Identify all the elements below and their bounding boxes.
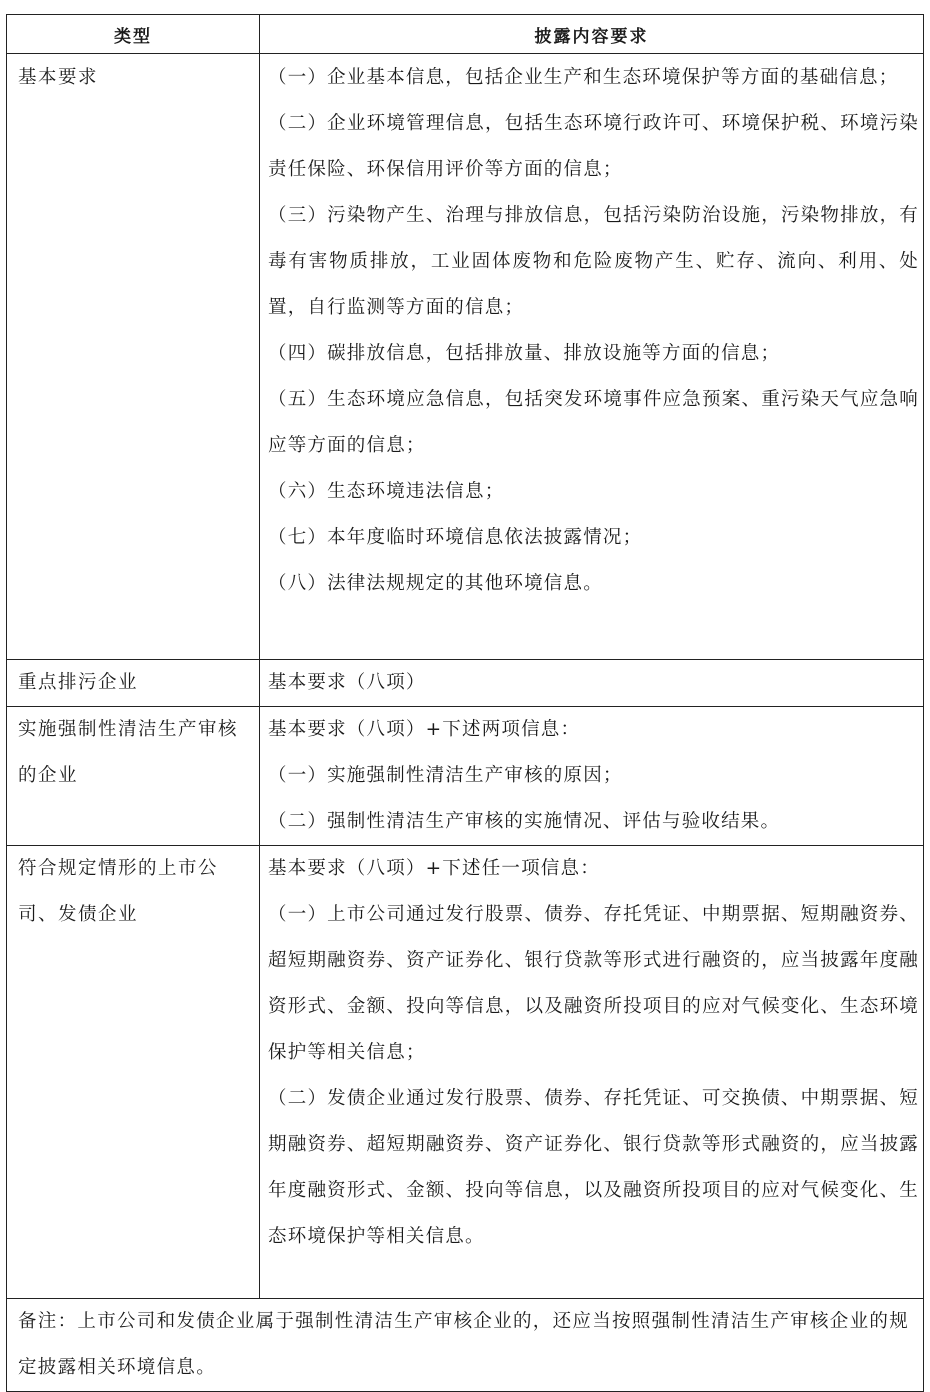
list-item: （七）本年度临时环境信息依法披露情况；	[268, 527, 643, 548]
list-item: （二）发债企业通过发行股票、债券、存托凭证、可交换债、中期票据、短期融资券、超短期融资券、资产证券化、银行贷款等形式融资的，应当披露年度融资形式、金额、投向等信息，以及融资所投项目的应对气候变化、生态环境保护等相关信息。	[268, 1088, 919, 1247]
list-item: （三）污染物产生、治理与排放信息，包括污染防治设施，污染物排放，有毒有害物质排放，工业固体废物和危险废物产生、贮存、流向、利用、处置，自行监测等方面的信息；	[268, 205, 919, 318]
type-label: 重点排污企业	[18, 672, 139, 693]
table-row	[7, 660, 924, 707]
type-cell	[7, 54, 260, 660]
list-item: 基本要求（八项）+下述任一项信息：	[268, 858, 600, 879]
type-cell	[7, 846, 260, 1299]
list-item: （四）碳排放信息，包括排放量、排放设施等方面的信息；	[268, 343, 781, 364]
note-cell	[7, 1299, 924, 1392]
table-row	[7, 54, 924, 660]
type-label: 实施强制性清洁生产审核的企业	[18, 719, 239, 786]
table-row	[7, 846, 924, 1299]
list-item: （一）企业基本信息，包括企业生产和生态环境保护等方面的基础信息；	[268, 67, 899, 88]
header-content: 披露内容要求	[260, 15, 924, 54]
content-cell	[260, 846, 924, 1299]
list-item: （二）企业环境管理信息，包括生态环境行政许可、环境保护税、环境污染责任保险、环保信用评价等方面的信息；	[268, 113, 919, 180]
list-item: （一）上市公司通过发行股票、债券、存托凭证、中期票据、短期融资券、超短期融资券、资产证券化、银行贷款等形式进行融资的，应当披露年度融资形式、金额、投向等信息，以及融资所投项目的应对气候变化、生态环境保护等相关信息；	[268, 904, 919, 1063]
disclosure-requirements-table	[6, 14, 924, 1392]
header-type: 类型	[7, 15, 260, 54]
list-item: （八）法律法规规定的其他环境信息。	[268, 573, 603, 594]
type-cell	[7, 660, 260, 707]
table-header-row	[7, 15, 924, 54]
list-item: （一）实施强制性清洁生产审核的原因；	[268, 765, 623, 786]
list-item: 基本要求（八项）	[268, 672, 426, 693]
type-cell	[7, 707, 260, 846]
list-item: 基本要求（八项）+下述两项信息：	[268, 719, 581, 740]
table-row	[7, 707, 924, 846]
content-cell	[260, 54, 924, 660]
list-item: （二）强制性清洁生产审核的实施情况、评估与验收结果。	[268, 811, 781, 832]
list-item: （五）生态环境应急信息，包括突发环境事件应急预案、重污染天气应急响应等方面的信息；	[268, 389, 919, 456]
table-row	[7, 1299, 924, 1392]
content-cell	[260, 660, 924, 707]
content-cell	[260, 707, 924, 846]
type-label: 基本要求	[18, 67, 99, 88]
note-text: 备注：上市公司和发债企业属于强制性清洁生产审核企业的，还应当按照强制性清洁生产审核企业的规定披露相关环境信息。	[18, 1311, 910, 1378]
type-label: 符合规定情形的上市公司、发债企业	[18, 858, 219, 925]
list-item: （六）生态环境违法信息；	[268, 481, 505, 502]
